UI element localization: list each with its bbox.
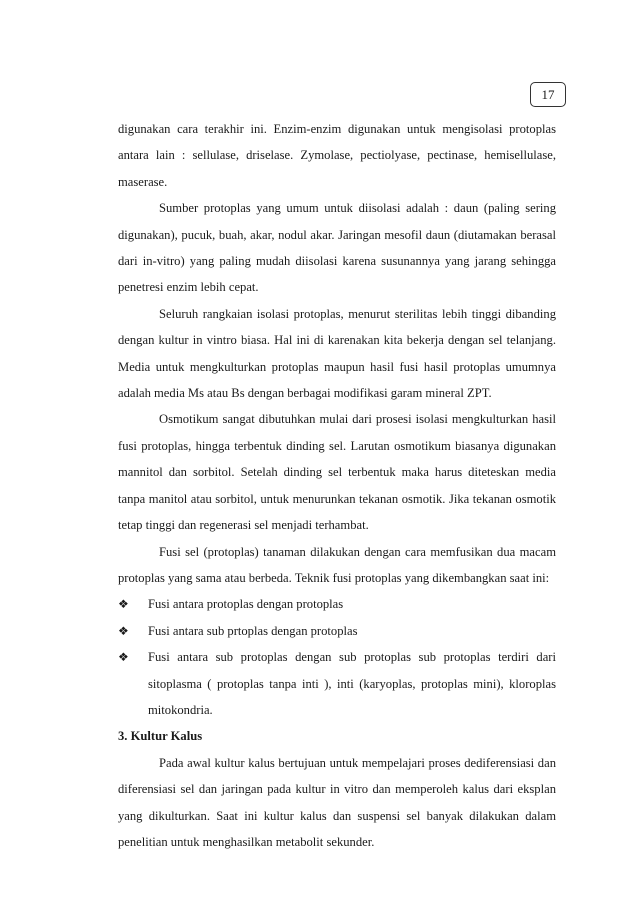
diamond-bullet-icon: ❖ <box>118 650 129 665</box>
page-number: 17 <box>530 82 566 107</box>
fusion-technique-list <box>118 591 556 723</box>
list-item <box>118 591 556 617</box>
paragraph-protoplast-sources: Sumber protoplas yang umum untuk diisolasi adalah : daun (paling sering digunakan), pucuk, buah, akar, nodul akar. Jaringan mesofil daun (diutamakan berasal dari in-vitro) yang paling mudah diisolasi karena susunannya yang jarang sehingga penetresi enzim lebih cepat. <box>118 201 556 295</box>
paragraph-cell-fusion: Fusi sel (protoplas) tanaman dilakukan dengan cara memfusikan dua macam protoplas yang sama atau berbeda. Teknik fusi protoplas yang dikembangkan saat ini: <box>118 544 556 585</box>
diamond-bullet-icon: ❖ <box>118 623 129 638</box>
paragraph-isolation-sterility: Seluruh rangkaian isolasi protoplas, menurut sterilitas lebih tinggi dibanding dengan kultur in vintro biasa. Hal ini di karenakan kita bekerja dengan sel telanjang. Media untuk mengkulturkan protoplas maupun hasil fusi hasil protoplas umumnya adalah media Ms atau Bs dengan berbagai modifikasi garam mineral ZPT. <box>118 306 556 401</box>
section-heading: 3. Kultur Kalus <box>118 729 203 744</box>
document-body <box>118 116 556 855</box>
list-item-text: Fusi antara protoplas dengan protoplas <box>148 597 344 612</box>
diamond-bullet-icon: ❖ <box>118 597 129 612</box>
list-item <box>118 644 556 723</box>
paragraph-osmoticum: Osmotikum sangat dibutuhkan mulai dari prosesi isolasi mengkulturkan hasil fusi protoplas, hingga terbentuk dinding sel. Larutan osmotikum biasanya digunakan mannitol dan sorbitol. Setelah dinding sel terbentuk maka harus diteteskan media tanpa manitol atau sorbitol, untuk menurunkan tekanan osmotik. Jika tekanan osmotik tetap tinggi dan regenerasi sel menjadi terhambat. <box>118 412 556 533</box>
list-item-text: Fusi antara sub prtoplas dengan protoplas <box>148 623 358 638</box>
list-item <box>118 618 556 644</box>
list-item-text: Fusi antara sub protoplas dengan sub protoplas sub protoplas terdiri dari sitoplasma ( protoplas tanpa inti ), inti (karyoplas, protoplas mini), kloroplas mitokondria. <box>148 650 556 717</box>
paragraph-enzymes: digunakan cara terakhir ini. Enzim-enzim digunakan untuk mengisolasi protoplas antara lain : sellulase, driselase. Zymolase, pectiolyase, pectinase, hemisellulase, maserase. <box>118 122 556 189</box>
paragraph-callus-culture: Pada awal kultur kalus bertujuan untuk mempelajari proses dediferensiasi dan diferensiasi sel dan jaringan pada kultur in vitro dan memperoleh kalus dari eksplan yang dikulturkan. Saat ini kultur kalus dan suspensi sel banyak dilakukan dalam penelitian untuk menghasilkan metabolit sekunder. <box>118 755 556 849</box>
